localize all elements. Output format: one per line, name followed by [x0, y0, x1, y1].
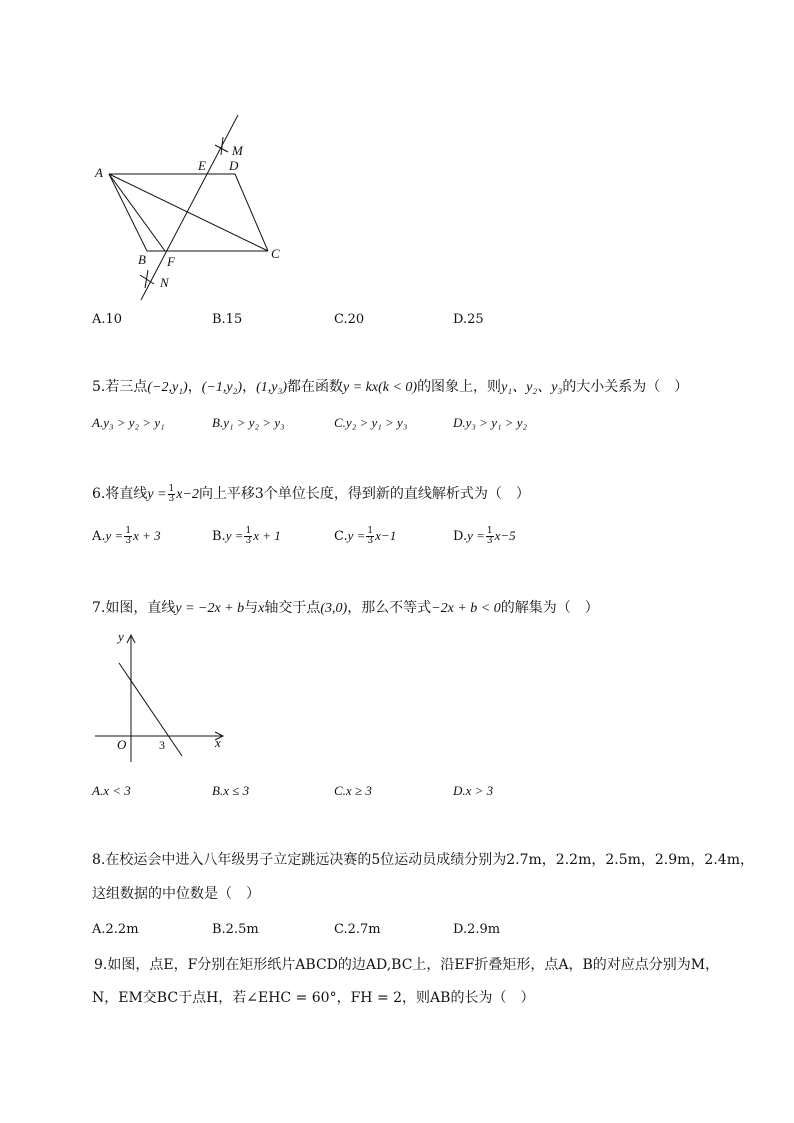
q5-point-3: (1,y₃) [256, 380, 287, 395]
q6-option-c-prefix: C. [334, 529, 348, 544]
point-label-e: E [198, 158, 206, 173]
graph-line [119, 663, 182, 756]
q6-fraction-numerator: 1 [168, 483, 175, 494]
q4-option-b[interactable]: B.15 [212, 312, 243, 327]
fraction-denominator: 3 [125, 536, 132, 546]
edge-dc [235, 174, 268, 251]
q5-stem-part2: 都在函数 [286, 379, 343, 395]
q6-fraction-denominator: 3 [168, 493, 175, 504]
q6-option-c[interactable] [334, 527, 396, 546]
point-label-m: M [232, 143, 243, 158]
q6-option-b-fraction [244, 527, 252, 546]
q6-stem-part1: 将直线 [105, 486, 148, 502]
q7-option-b[interactable]: B.x ≤ 3 [212, 783, 250, 798]
q4-option-c[interactable]: C.20 [334, 312, 365, 327]
q5-variables: y₁、y₂、y₃ [501, 380, 563, 395]
q8-option-a[interactable]: A.2.2m [92, 922, 139, 937]
q7-option-a[interactable]: A.x < 3 [92, 783, 131, 798]
q6-option-d-rhs: x−5 [494, 528, 516, 543]
q6-option-b[interactable] [212, 527, 281, 546]
q6-option-d-lhs: y = [467, 528, 485, 543]
segment-af [109, 174, 165, 251]
q5-stem-part3: 的图象上，则 [417, 379, 502, 395]
q6-stem-part2: 向上平移3个单位长度，得到新的直线解析式为（ ） [198, 486, 530, 502]
q8-option-c[interactable]: C.2.7m [334, 922, 381, 937]
q7-line-equation: y = −2x + b [175, 601, 245, 616]
q6-option-a[interactable] [92, 527, 161, 546]
q6-option-b-prefix: B. [212, 529, 226, 544]
q6-option-d-prefix: D. [453, 529, 468, 544]
q6-number: 6. [92, 486, 106, 502]
edge-ab [109, 174, 147, 251]
intercept-tick-label: 3 [159, 738, 165, 752]
q6-option-d[interactable] [453, 527, 516, 546]
q6-option-a-fraction [124, 527, 132, 546]
q7-point: (3,0) [320, 601, 348, 616]
q7-option-c[interactable]: C.x ≥ 3 [334, 783, 372, 798]
diagonal-ac [109, 174, 268, 251]
origin-label: O [117, 737, 127, 752]
q7-stem-part2: 与 [244, 600, 259, 616]
q6-option-a-lhs: y = [105, 528, 124, 543]
point-label-n: N [160, 275, 169, 290]
point-label-b: B [138, 252, 146, 267]
y-axis-label: y [118, 629, 124, 644]
q5-function: y = kx(k < 0) [342, 380, 418, 395]
point-label-f: F [167, 254, 175, 269]
q7-inequality: −2x + b < 0 [431, 601, 501, 616]
q7-axis: x [258, 601, 265, 616]
q5-option-a[interactable]: A.y₃ > y₂ > y₁ [92, 415, 165, 430]
q5-stem-part1: 若三点 [105, 379, 148, 395]
q4-option-a[interactable]: A.10 [92, 312, 123, 327]
x-axis-label: x [215, 735, 221, 750]
q6-option-b-lhs: y = [225, 528, 244, 543]
q5-sep-2: ， [242, 379, 257, 395]
point-label-c: C [271, 246, 280, 261]
q7-stem-part5: 的解集为（ ） [500, 600, 599, 616]
q6-line-lhs: y = [147, 487, 167, 502]
parallelogram-figure [88, 110, 308, 305]
q6-option-a-rhs: x + 3 [133, 528, 161, 543]
fraction-numerator: 1 [486, 526, 493, 536]
line-mn [141, 115, 238, 300]
q7-stem-part1: 如图，直线 [105, 600, 176, 616]
q6-option-c-rhs: x−1 [375, 528, 397, 543]
q7-number: 7. [92, 600, 106, 616]
q6-stem [92, 484, 530, 505]
fraction-numerator: 1 [367, 526, 374, 536]
fraction-denominator: 3 [367, 536, 374, 546]
q5-point-2: (−1,y₂) [201, 380, 243, 395]
q5-option-d[interactable]: D.y₃ > y₁ > y₂ [453, 415, 528, 430]
point-label-a: A [95, 165, 103, 180]
q6-option-c-fraction [366, 527, 374, 546]
q5-point-1: (−2,y₁) [147, 380, 188, 395]
q8-stem-line1: 8.在校运会中进入八年级男子立定跳远决赛的5位运动员成绩分别为2.7m，2.2m，2.5m，2.9m，2.4m， [92, 852, 754, 868]
q8-option-d[interactable]: D.2.9m [453, 922, 501, 937]
q6-option-d-fraction [486, 527, 494, 546]
q6-option-b-rhs: x + 1 [253, 528, 281, 543]
q5-stem [92, 377, 688, 398]
q6-option-a-prefix: A. [92, 529, 106, 544]
q6-line-rhs: x−2 [176, 487, 199, 502]
q5-sep-1: ， [187, 379, 202, 395]
q5-number: 5. [92, 379, 106, 395]
q7-stem [92, 598, 599, 619]
q5-stem-part4: 的大小关系为（ ） [562, 379, 689, 395]
q5-option-b[interactable]: B.y₁ > y₂ > y₃ [212, 415, 285, 430]
q8-option-b[interactable]: B.2.5m [212, 922, 259, 937]
q9-stem-line1: 9.如图，点E，F分别在矩形纸片ABCD的边AD,BC上，沿EF折叠矩形，点A，B的对应点分别为M， [94, 957, 720, 973]
q4-option-d[interactable]: D.25 [453, 312, 484, 327]
fraction-numerator: 1 [125, 526, 132, 536]
q6-fraction [168, 485, 176, 504]
q7-graph [90, 625, 230, 765]
q7-stem-part4: ，那么不等式 [347, 600, 432, 616]
fraction-denominator: 3 [245, 536, 252, 546]
fraction-numerator: 1 [245, 526, 252, 536]
point-label-d: D [229, 158, 239, 173]
fraction-denominator: 3 [486, 536, 493, 546]
q6-option-c-lhs: y = [347, 528, 366, 543]
q8-stem-line2: 这组数据的中位数是（ ） [92, 886, 260, 902]
q5-option-c[interactable]: C.y₂ > y₁ > y₃ [334, 415, 408, 430]
q7-stem-part3: 轴交于点 [264, 600, 321, 616]
q9-stem-line2: N，EM交BC于点H，若∠EHC = 60°，FH = 2，则AB的长为（ ） [92, 990, 535, 1006]
q7-option-d[interactable]: D.x > 3 [453, 783, 494, 798]
